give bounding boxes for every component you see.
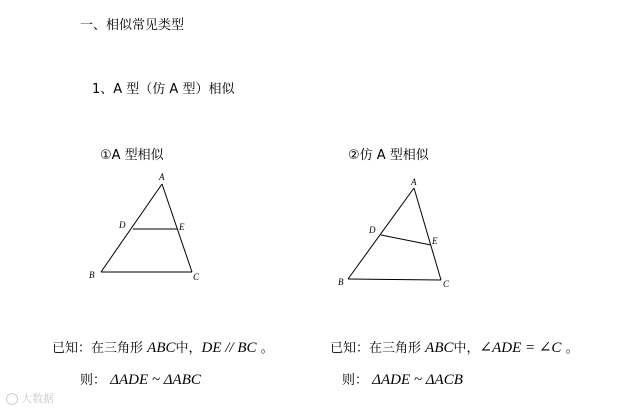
fig2-label-a: A	[411, 177, 417, 187]
figure-2-given-triangle: ABC	[425, 340, 454, 356]
fig2-side-bc	[348, 279, 441, 280]
fig2-label-c: C	[443, 279, 450, 289]
fig2-label-b: B	[338, 277, 344, 287]
figure-2-conclusion-statement: ΔADE ~ ΔACB	[372, 372, 463, 388]
figure-1-a-type-triangle	[85, 172, 205, 284]
fig1-label-a: A	[159, 172, 165, 182]
fig1-label-c: C	[193, 272, 200, 282]
fig2-segment-de	[381, 235, 431, 245]
figure-1-given-mid: 中，	[175, 341, 202, 356]
figure-1-given-condition: DE // BC	[201, 340, 257, 356]
figure-1-conclusion	[80, 372, 201, 389]
watermark-logo-icon	[6, 393, 18, 405]
figure-1-conclusion-prefix: 则：	[80, 373, 107, 388]
fig1-side-ab	[101, 184, 162, 272]
figure-2-inverted-a-type-triangle	[330, 176, 460, 296]
figure-2-given-prefix: 已知：在三角形	[330, 341, 422, 356]
figure-2-given-condition: ∠ADE = ∠C	[479, 340, 562, 356]
figure-2-given-mid: 中，	[453, 341, 480, 356]
figure-2-caption: ②仿 A 型相似	[348, 148, 429, 163]
fig1-label-b: B	[89, 270, 95, 280]
figure-2-conclusion-prefix: 则：	[342, 373, 369, 388]
watermark-text: 大数据	[21, 392, 54, 405]
fig1-label-e: E	[179, 222, 185, 232]
figure-1-given	[52, 340, 274, 357]
figure-1-given-prefix: 已知：在三角形	[52, 341, 144, 356]
watermark	[6, 390, 54, 406]
figure-2-conclusion	[342, 372, 463, 389]
fig1-label-d: D	[119, 220, 126, 230]
fig1-side-ac	[162, 184, 192, 272]
figure-2-given	[330, 340, 579, 357]
fig2-label-e: E	[432, 236, 438, 246]
fig2-side-ab	[348, 188, 414, 279]
section-title: 一、相似常见类型	[80, 18, 185, 33]
fig2-side-ac	[414, 188, 441, 280]
figure-1-conclusion-statement: ΔADE ~ ΔABC	[110, 372, 201, 388]
subsection-title: 1、A 型（仿 A 型）相似	[92, 82, 235, 97]
fig2-label-d: D	[369, 225, 376, 235]
figure-1-caption: ①A 型相似	[100, 148, 164, 163]
figure-1-given-triangle: ABC	[147, 340, 176, 356]
figure-2-given-end: 。	[565, 341, 579, 356]
figure-1-given-end: 。	[260, 341, 274, 356]
